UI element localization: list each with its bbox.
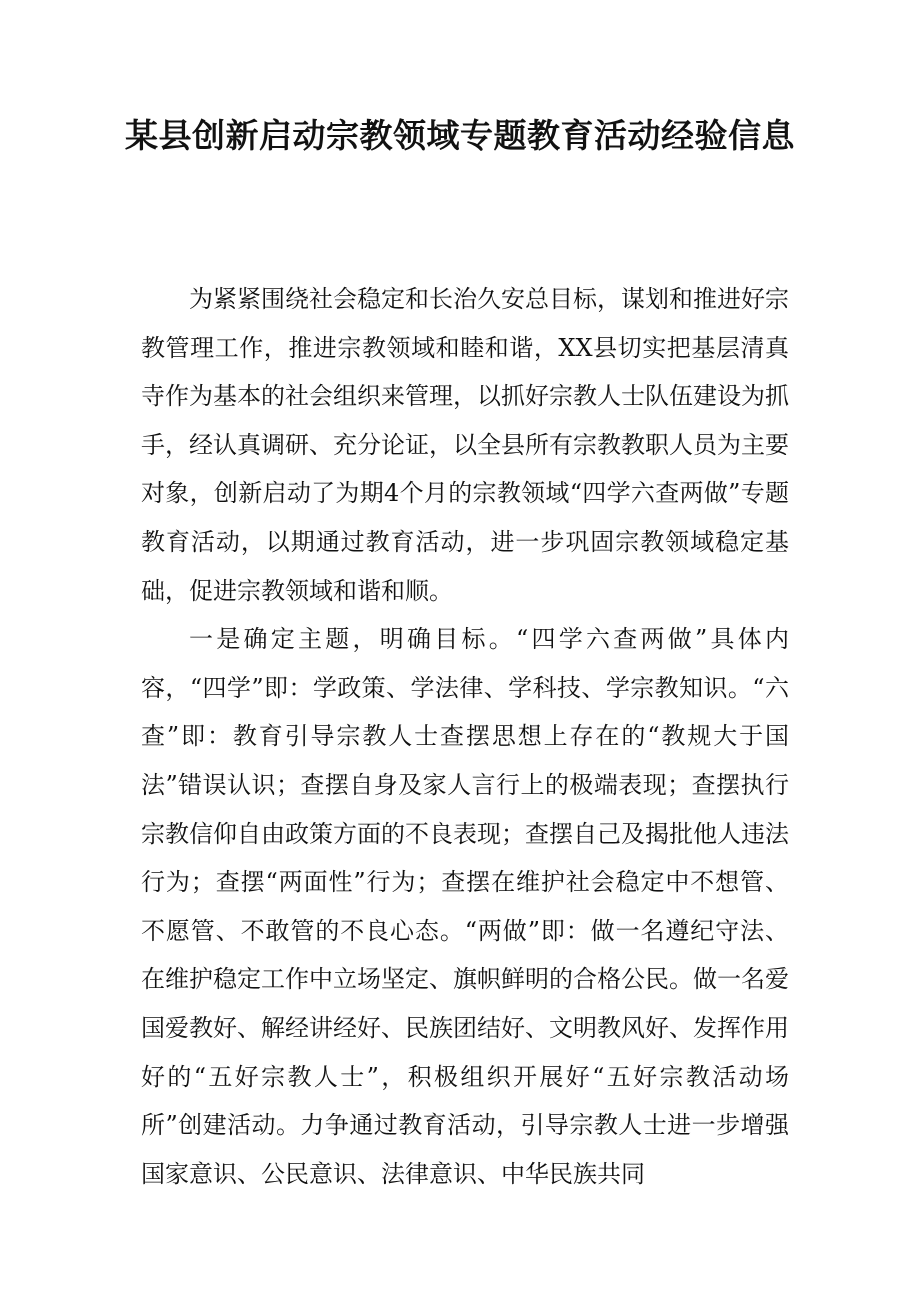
document-title: 某县创新启动宗教领域专题教育活动经验信息 [125, 116, 795, 155]
paragraph-intro: 为紧紧围绕社会稳定和长治久安总目标，谋划和推进好宗教管理工作，推进宗教领域和睦和谐，XX县切实把基层清真寺作为基本的社会组织来管理，以抓好宗教人士队伍建设为抓手，经认真调研、充分论证，以全县所有宗教教职人员为主要对象，创新启动了为期4个月的宗教领域“四学六查两做”专题教育活动，以期通过教育活动，进一步巩固宗教领域稳定基础，促进宗教领域和谐和顺。 [141, 285, 789, 605]
paragraph-theme-goals: 一是确定主题，明确目标。“四学六查两做”具体内容，“四学”即：学政策、学法律、学科技、学宗教知识。“六查”即：教育引导宗教人士查摆思想上存在的“教规大于国法”错误认识；查摆自身及家人言行上的极端表现；查摆执行宗教信仰自由政策方面的不良表现；查摆自己及揭批他人违法行为；查摆“两面性”行为；查摆在维护社会稳定中不想管、不愿管、不敢管的不良心态。“两做”即：做一名遵纪守法、在维护稳定工作中立场坚定、旗帜鲜明的合格公民。做一名爱国爱教好、解经讲经好、民族团结好、文明教风好、发挥作用好的“五好宗教人士”，积极组织开展好“五好宗教活动场所”创建活动。力争通过教育活动，引导宗教人士进一步增强国家意识、公民意识、法律意识、中华民族共同 [141, 625, 789, 1188]
document-body [141, 275, 789, 1198]
